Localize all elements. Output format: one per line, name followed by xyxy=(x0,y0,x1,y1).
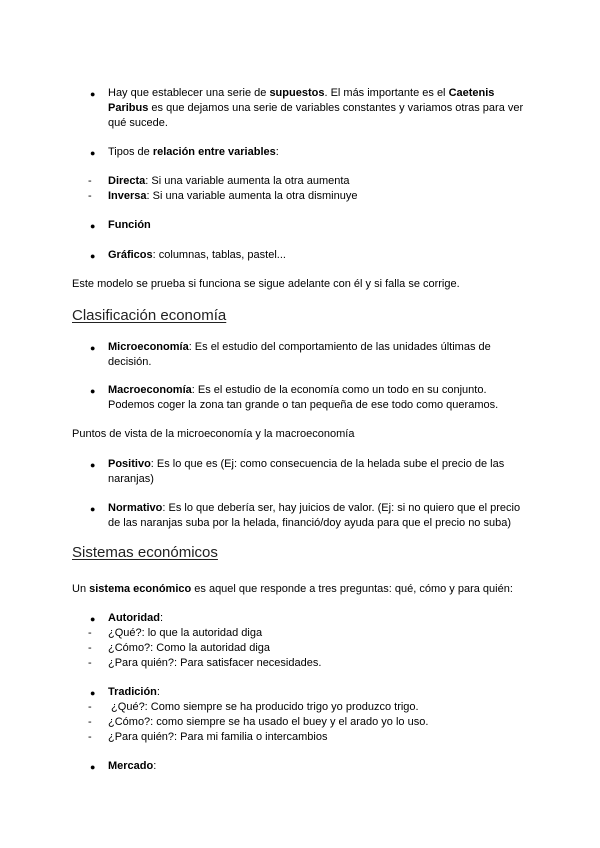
paragraph-tipos xyxy=(108,145,528,160)
text: : xyxy=(159,612,164,624)
bullet-icon: ● xyxy=(90,386,96,396)
text: : Si una variable aumenta la otra aumenta xyxy=(145,175,350,187)
text: : Es el estudio de la economía como un todo en su conjunto. Podemos coger la zona tan grande o tan pequeña de ese todo como queramos. xyxy=(108,384,499,411)
item-macro xyxy=(108,383,518,413)
bullet-icon: ● xyxy=(90,504,96,514)
item-normativo xyxy=(108,501,528,531)
item-micro xyxy=(108,340,508,370)
bold-text: Inversa xyxy=(108,190,147,202)
text: : xyxy=(156,686,160,698)
paragraph-modelo: Este modelo se prueba si funciona se sigue adelante con él y si falla se corrige. xyxy=(72,278,460,290)
bold-text: Caetenis Paribus xyxy=(108,87,495,114)
bullet-icon: ● xyxy=(90,688,96,698)
bold-text: Microeconomía xyxy=(108,341,189,353)
dash-marker: - xyxy=(88,642,92,654)
bold-text: relación entre variables xyxy=(152,146,276,158)
bold-text: Autoridad xyxy=(108,612,160,624)
text: : Es lo que debería ser, hay juicios de valor. (Ej: si no quiero que el precio de las naranjas suba por la helada, financió/doy ayuda para que el precio no suba) xyxy=(108,502,521,529)
list-item: ¿Qué?: Como siempre se ha producido trigo yo produzco trigo. xyxy=(108,701,419,713)
dash-marker: - xyxy=(88,701,92,713)
text: : Es lo que es (Ej: como consecuencia de la helada sube el precio de las naranjas) xyxy=(108,458,505,485)
text: : Es el estudio del comportamiento de las unidades últimas de decisión. xyxy=(108,341,491,368)
paragraph-sistema xyxy=(72,582,532,597)
bold-text: Normativo xyxy=(108,502,163,514)
bullet-icon: ● xyxy=(90,221,96,231)
dash-marker: - xyxy=(88,716,92,728)
dash-marker: - xyxy=(88,175,92,187)
list-item: ¿Cómo?: Como la autoridad diga xyxy=(108,642,271,654)
bullet-icon: ● xyxy=(90,148,96,158)
list-item: ¿Cómo?: como siempre se ha usado el buey y el arado yo lo uso. xyxy=(108,716,429,728)
bold-text: Positivo xyxy=(108,458,151,470)
bold-text: Mercado xyxy=(108,760,154,772)
item-autoridad xyxy=(108,611,528,626)
item-tradicion xyxy=(108,685,528,700)
heading-sistemas: Sistemas económicos xyxy=(72,544,218,561)
text: Hay que establecer una serie de xyxy=(108,87,270,99)
bold-text: Macroeconomía xyxy=(108,384,192,396)
bold-text: Directa xyxy=(108,175,146,187)
text: : xyxy=(275,146,279,158)
dash-marker: - xyxy=(88,731,92,743)
bold-text: Función xyxy=(108,219,151,231)
item-graficos xyxy=(108,248,528,263)
bold-text: supuestos xyxy=(269,87,325,99)
item-mercado xyxy=(108,759,528,774)
item-directa xyxy=(108,174,528,189)
text: : Si una variable aumenta la otra disminuye xyxy=(146,190,358,202)
bullet-icon: ● xyxy=(90,89,96,99)
paragraph-puntos: Puntos de vista de la microeconomía y la macroeconomía xyxy=(72,428,355,440)
text: Tipos de xyxy=(108,146,153,158)
text: es aquel que responde a tres preguntas: qué, cómo y para quién: xyxy=(191,583,513,595)
text: Un xyxy=(72,583,90,595)
bullet-icon: ● xyxy=(90,614,96,624)
bullet-icon: ● xyxy=(90,343,96,353)
text: : xyxy=(153,760,157,772)
list-item: ¿Para quién?: Para mi familia o intercambios xyxy=(108,731,328,743)
bold-text: sistema económico xyxy=(89,583,192,595)
item-inversa xyxy=(108,189,528,204)
list-item: ¿Qué?: lo que la autoridad diga xyxy=(108,627,263,639)
bold-text: Gráficos xyxy=(108,249,153,261)
bullet-icon: ● xyxy=(90,251,96,261)
bold-text: Tradición xyxy=(108,686,157,698)
bullet-icon: ● xyxy=(90,460,96,470)
paragraph-supuestos xyxy=(108,86,528,131)
dash-marker: - xyxy=(88,657,92,669)
text: . El más importante es el xyxy=(324,87,449,99)
bullet-icon: ● xyxy=(90,762,96,772)
dash-marker: - xyxy=(88,627,92,639)
text: : columnas, tablas, pastel... xyxy=(152,249,286,261)
item-positivo xyxy=(108,457,518,487)
text: es que dejamos una serie de variables constantes y variamos otras para ver qué sucede. xyxy=(108,102,524,129)
item-funcion xyxy=(108,218,528,233)
list-item: ¿Para quién?: Para satisfacer necesidades. xyxy=(108,657,322,669)
dash-marker: - xyxy=(88,190,92,202)
heading-clasificacion: Clasificación economía xyxy=(72,307,227,324)
